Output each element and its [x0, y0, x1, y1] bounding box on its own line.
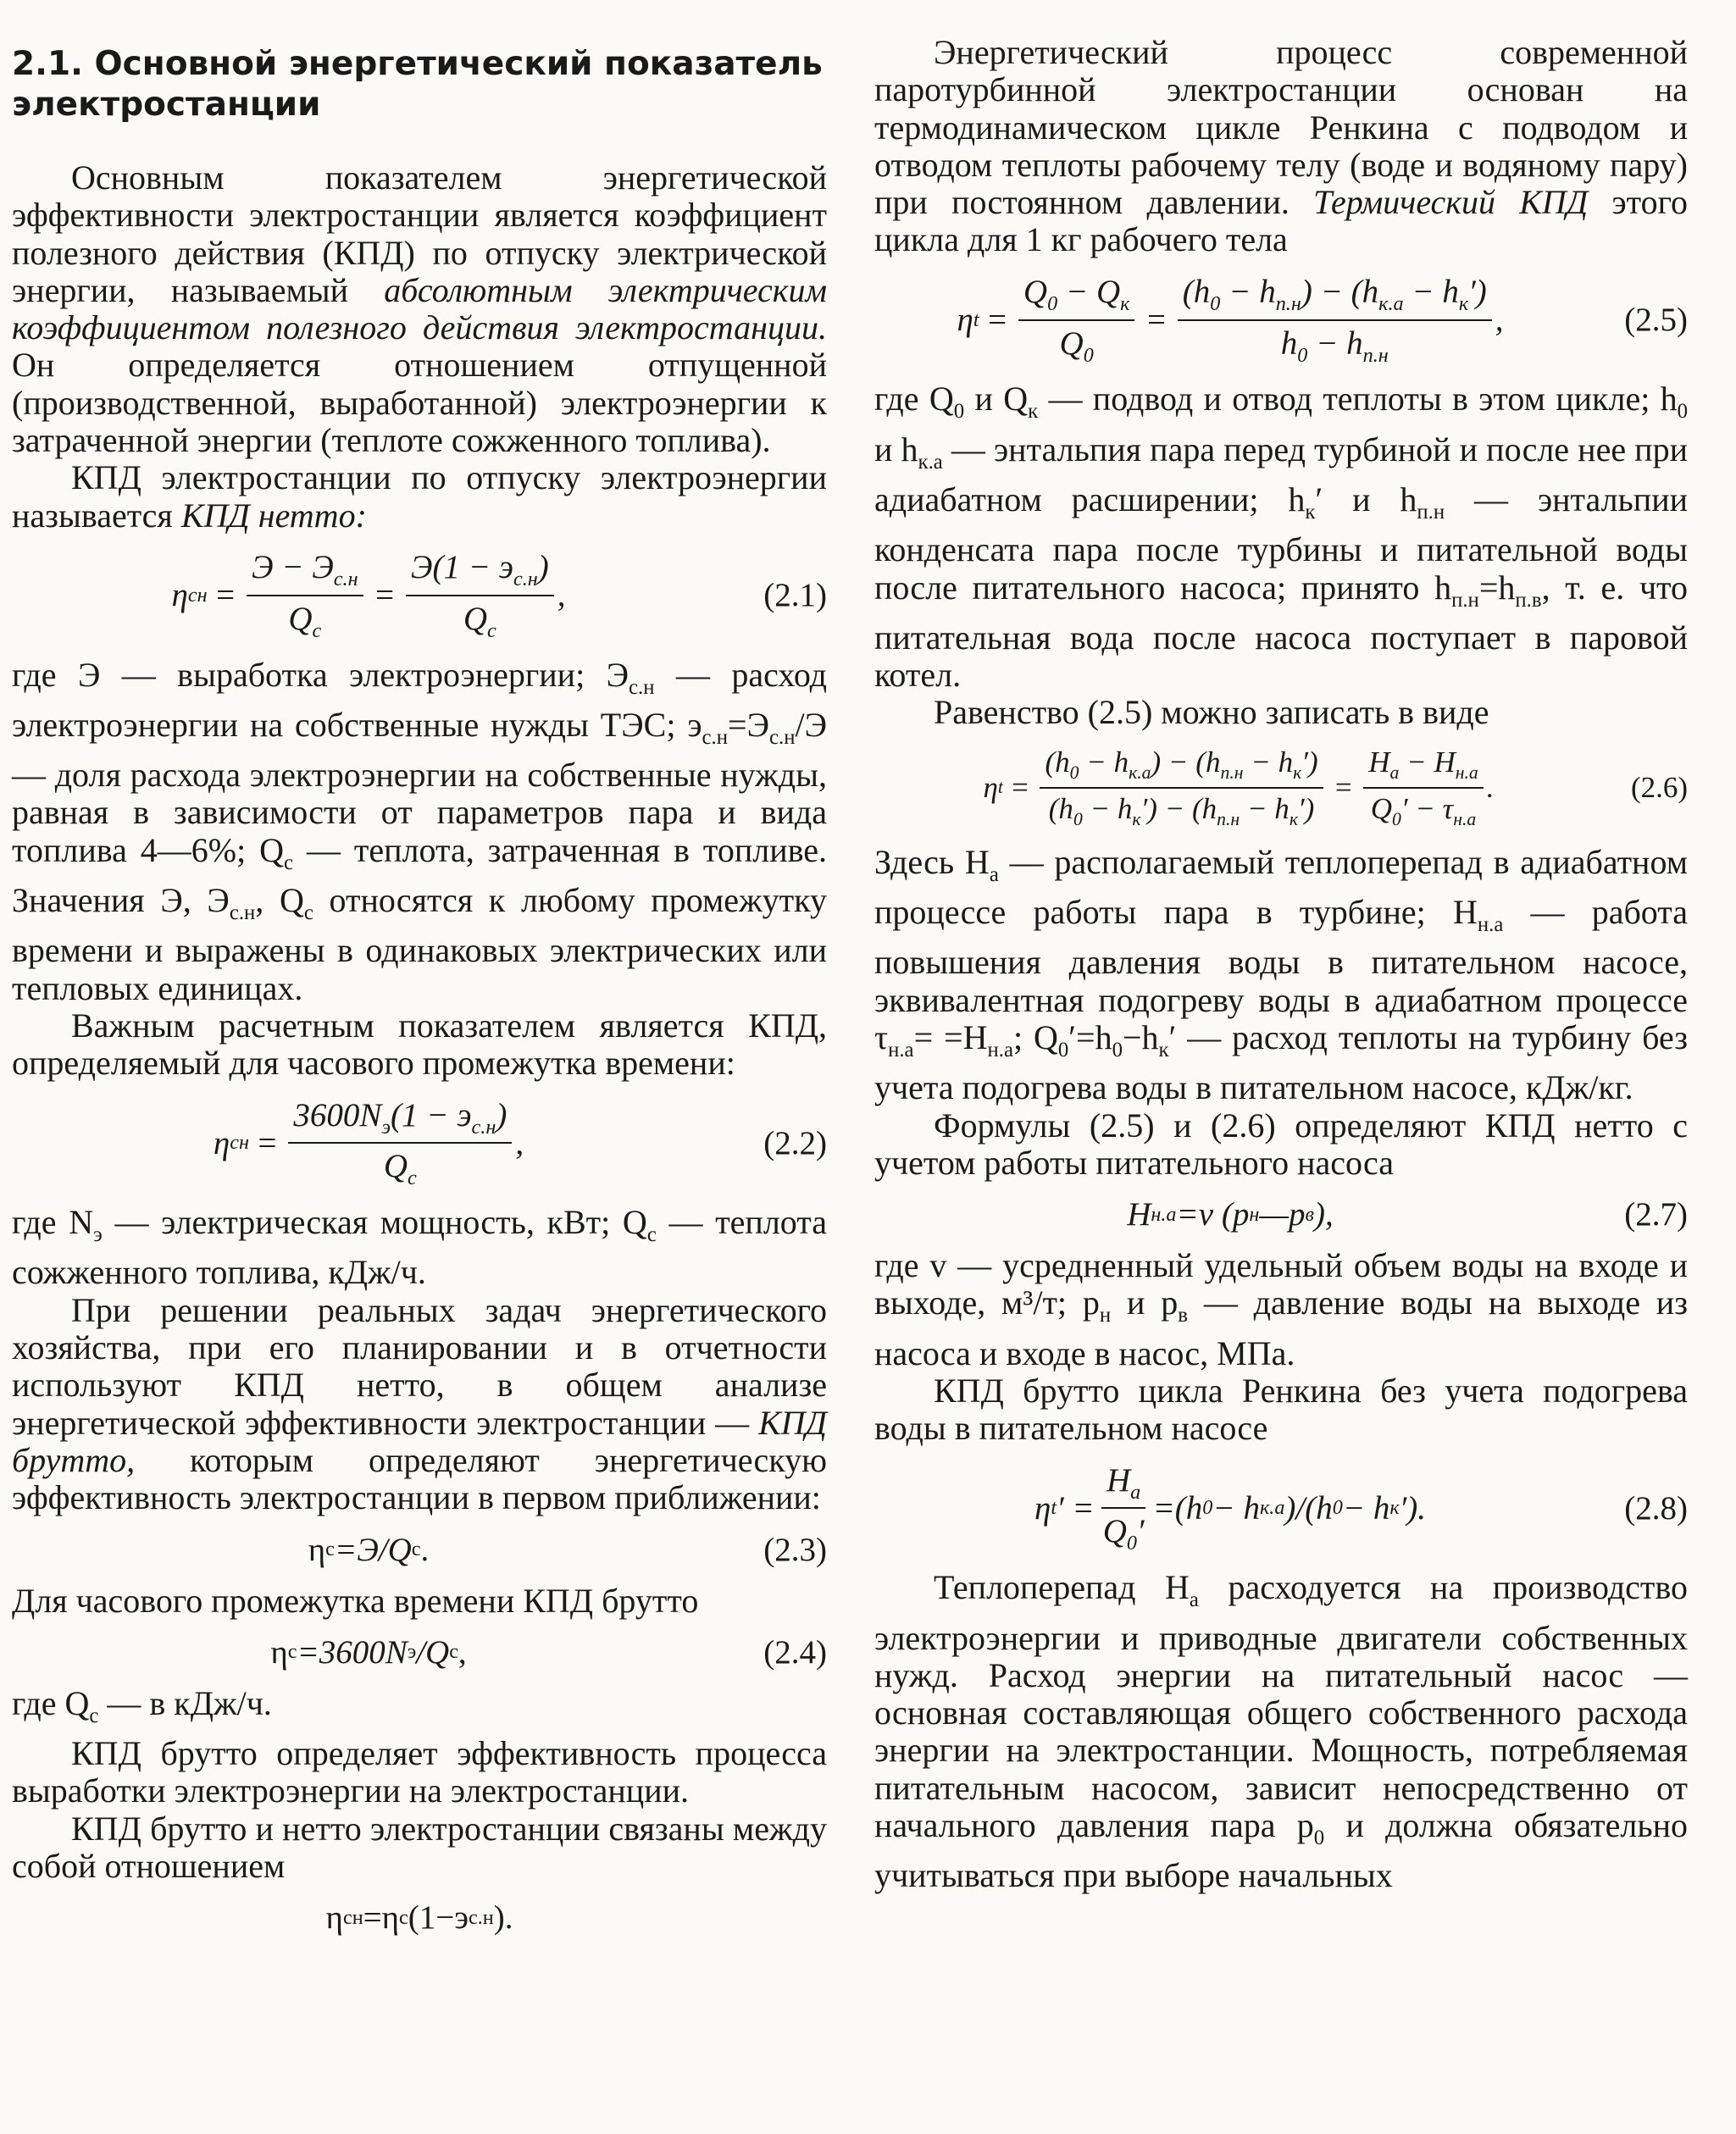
equation-number: (2.3) [763, 1531, 827, 1568]
equation-number: (2.1) [763, 577, 827, 614]
paragraph-gross-efficiency: При решении реальных задач энергетического хозяйства, при его планировании и в отчетности используют КПД нетто, в общем анализе энергетической эффективности электростанции — КПД брутто, которым определяют энергетическую эффективность электростанции в первом приближении: [12, 1290, 828, 1517]
paragraph-symbols-2-1: где Э — выработка электроэнергии; $Э_{с.н}$ — расход электроэнергии на собственные нужды ТЭС; $э_{с.н}=Э_{с.н}/Э$ — доля расхода электроэнергии на собственные нужды, равная в зависимости от параметров пара и вида топлива 4—6%; $Q_с$ — теплота, затраченная в топливе. Значения Э, $Э_{с.н}$, $Q_с$ относятся к любому промежутку времени и выражены в одинаковых электрических или тепловых единицах. [12, 655, 828, 1007]
equation-number: (2.8) [1624, 1489, 1688, 1527]
equation-relation: η с н =η с (1−э с.н ). [325, 1899, 513, 1937]
paragraph-gross-meaning: КПД брутто определяет эффективность процесса выработки электроэнергии на электростанции. [12, 1734, 827, 1810]
paragraph-rewrite: Равенство (2.5) можно записать в виде [934, 693, 1489, 732]
paragraph-symbols-2-2: где $N_э$ — электрическая мощность, кВт; $Q_с$ — теплота сожженного топлива, кДж/ч. [12, 1203, 827, 1292]
right-column [874, 34, 1688, 1895]
equation-2-1: η с н = $\frac{Э - Э_{с.н}}{Q_с}$ = $\frac{Э(1 - э_{с.н})}{Q_с}$ , (2.1) [171, 548, 827, 642]
equation-number: (2.5) [1624, 302, 1688, 339]
paragraph-hourly: Важным расчетным показателем является КПД, определяемый для часового промежутка времени: [12, 1006, 827, 1083]
paragraph-relation: КПД брутто и нетто электростанции связаны между собой отношением [12, 1809, 827, 1885]
paragraph-symbols-2-7: где v — усредненный удельный объем воды на входе и выходе, м³/т; $p_н$ и $p_в$ — давление воды на выходе из насоса и входе в насос, МПа. [874, 1246, 1689, 1372]
equation-2-8: η t ′ = $\frac{H_а}{Q_0'}$ =(h 0 − h к.а )/(h 0 − h к ′). (2.8) [1034, 1461, 1688, 1555]
paragraph-heat-drop: Теплоперепад $H_а$ расходуется на производство электроэнергии и приводные двигатели собственных нужд. Расход энергии на питательный насос — основная составляющая общего собственного расхода энергии на электростанции. Мощность, потребляемая питательным насосом, зависит непосредственно от начального давления пара $p_0$ и должна обязательно учитываться при выборе начальных [874, 1568, 1689, 1895]
section-heading: 2.1. Основной энергетический показатель электростанции [12, 45, 823, 124]
equation-2-7: H н.а =v (p н —p в ), (2.7) [1127, 1196, 1688, 1233]
paragraph-efficiency-definition: Основным показателем энергетической эффективности электростанции является коэффициент полезного действия (КПД) по отпуску электрической энергии, называемый абсолютным электрическим коэффициентом полезного действия электростанции. Он определяется отношением отпущенной (производственной, выработанной) электроэнергии к затраченной энергии (теплоте сожженного топлива). [12, 158, 827, 460]
equation-2-2: η с н = $\frac{3600N_э(1 - э_{с.н})}{Q_с}$ , (2.2) [213, 1096, 827, 1190]
paragraph-units: где $Q_с$ — в кДж/ч. [12, 1683, 272, 1727]
equation-2-5: η t = $\frac{Q_0 - Q_к}{Q_0}$ = $\frac{(h_0 - h_{п.н}) - (h_{к.а} - h_к')}{h_0 - h_{п.н}}$ , (2.5) [957, 273, 1688, 367]
paragraph-symbols-2-6: Здесь $H_а$ — располагаемый теплоперепад в адиабатном процессе работы пара в турбине; $H_{н.а}$ — работа повышения давления воды в питательном насосе, эквивалентная подогреву воды в адиабатном процессе $\tau_{н.а}= =H_{н.а}$; $Q_0'=h_0-h_к'$ — расход теплоты на турбину без учета подогрева воды в питательном насосе, кДж/кг. [874, 842, 1689, 1107]
paragraph-gross-rankine: КПД брутто цикла Ренкина без учета подогрева воды в питательном насосе [874, 1372, 1688, 1448]
equation-number: (2.6) [1630, 770, 1688, 804]
paragraph-net-efficiency: КПД электростанции по отпуску электроэнергии называется КПД нетто: [12, 458, 827, 535]
equation-2-3: η с =Э/Q с . (2.3) [308, 1531, 827, 1568]
paragraph-formulas: Формулы (2.5) и (2.6) определяют КПД нетто с учетом работы питательного насоса [874, 1106, 1688, 1182]
equation-number: (2.2) [763, 1124, 827, 1161]
paragraph-hourly-gross: Для часового промежутка времени КПД брутто [12, 1581, 699, 1620]
equation-2-6: η t = $\frac{(h_0 - h_{к.а}) - (h_{п.н} - h_к')}{(h_0 - h_к') - (h_{п.н} - h_к')}$ = $\frac{H_а - H_{н.а}}{Q_0' - \tau_{н.а}}$ . (2.6) [983, 745, 1688, 829]
left-column [12, 34, 827, 1950]
paragraph-symbols-2-5: где $Q_0$ и $Q_к$ — подвод и отвод теплоты в этом цикле; $h_0$ и $h_{к.а}$ — энтальпия пара перед турбиной и после нее при адиабатном расширении; $h_к'$ и $h_{п.н}$ — энтальпии конденсата пара после турбины и питательной воды после питательного насоса; принято $h_{п.н}=h_{п.в}$, т. е. что питательная вода после насоса поступает в паровой котел. [874, 380, 1689, 695]
paragraph-rankine: Энергетический процесс современной паротурбинной электростанции основан на термодинамическом цикле Ренкина с подводом и отводом теплоты рабочему телу (воде и водяному пару) при постоянном давлении. Термический КПД этого цикла для 1 кг рабочего тела [874, 33, 1689, 259]
equation-2-4: η с =3600N э /Q с , (2.4) [270, 1633, 827, 1671]
equation-number: (2.7) [1624, 1196, 1688, 1233]
equation-number: (2.4) [763, 1633, 827, 1671]
